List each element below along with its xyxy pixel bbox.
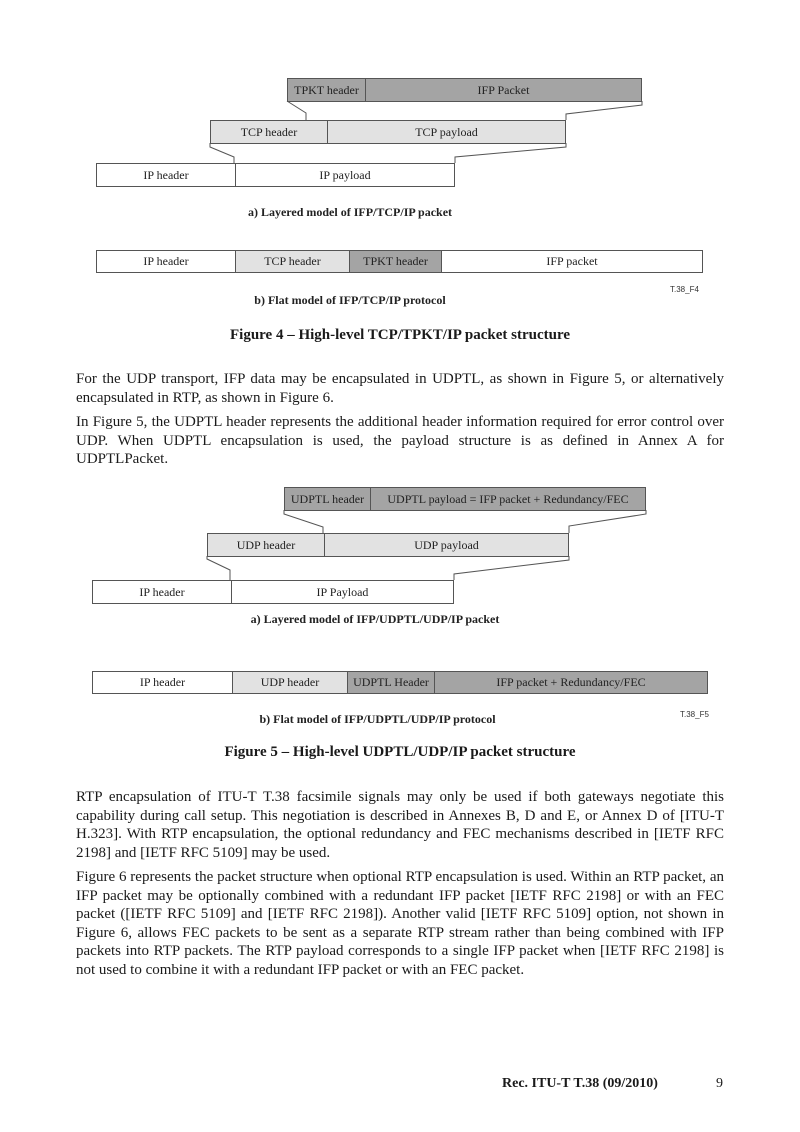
fig4-layered-row-ip: [96, 163, 455, 187]
page-number: 9: [716, 1076, 723, 1091]
fig4-layered-row-tcp: [210, 120, 566, 144]
fig4-layered-caption: a) Layered model of IFP/TCP/IP packet: [247, 205, 453, 219]
paragraph: For the UDP transport, IFP data may be encapsulated in UDPTL, as shown in Figure 5, or alternatively encapsulated in RTP, as shown in Figure 6.: [76, 371, 724, 406]
fig5-layered-caption: a) Layered model of IFP/UDPTL/UDP/IP packet: [250, 612, 500, 626]
body-text-1: [76, 370, 724, 469]
fig5-layered-row-ip: [92, 580, 454, 604]
ip-payload-segment: IP payload: [235, 164, 454, 186]
body-text-2: [76, 788, 724, 979]
tcp-payload-segment: TCP payload: [327, 121, 565, 143]
flat-tcp-header-segment: TCP header: [235, 251, 349, 272]
udp-payload-segment: UDP payload: [324, 534, 568, 556]
paragraph: Figure 6 represents the packet structure when optional RTP encapsulation is used. Within an RTP packet, an IFP packet may be optionally combined with a redundant IFP packet [IETF RFC 2198] or with an FEC packet ([IETF RFC 5109] and [IETF RFC 2198]). Another valid [IETF RFC 5109] option, not shown in Figure 6, allows FEC packets to be sent as a separate RTP stream rather than being combined with IFP packets into RTP packets. The RTP payload corresponds to a single IFP packet when [IETF RFC 2198] is not used to combine it with a redundant IFP packet or with an FEC packet.: [76, 869, 724, 978]
tpkt-header-segment: TPKT header: [288, 79, 365, 101]
paragraph: RTP encapsulation of ITU-T T.38 facsimile signals may only be used if both gateways negotiate this capability during call setup. This negotiation is described in Annexes B, D and E, or Annex D of [ITU-T H.323]. With RTP encapsulation, the optional redundancy and FEC mechanisms described in [IETF RFC 2198] and [IETF RFC 5109] may be used.: [76, 789, 724, 861]
fig5-tag: T.38_F5: [680, 710, 709, 719]
ifp-packet-segment: IFP Packet: [365, 79, 641, 101]
flat-ifp-packet-segment: IFP packet: [441, 251, 702, 272]
fig4-flat-row: [96, 250, 703, 273]
fig5-layered-row-udptl: [284, 487, 646, 511]
fig5-flat-row: [92, 671, 708, 694]
figure4-title: Figure 4 – High-level TCP/TPKT/IP packet structure: [230, 327, 570, 343]
fig5-flat-caption: b) Flat model of IFP/UDPTL/UDP/IP protocol: [259, 712, 496, 726]
footer-recommendation: Rec. ITU-T T.38 (09/2010): [502, 1076, 658, 1091]
flat-udptl-header-segment: UDPTL Header: [347, 672, 434, 693]
flat-tpkt-header-segment: TPKT header: [349, 251, 441, 272]
tcp-header-segment: TCP header: [211, 121, 327, 143]
flat-udp-header-segment: UDP header: [232, 672, 347, 693]
udp-header-segment: UDP header: [208, 534, 324, 556]
ip-header-segment: IP header: [97, 164, 235, 186]
flat-ip-header-segment: IP header: [93, 672, 232, 693]
flat-ip-header-segment: IP header: [97, 251, 235, 272]
ip-header-segment: IP header: [93, 581, 231, 603]
figure5-title: Figure 5 – High-level UDPTL/UDP/IP packet structure: [224, 744, 576, 760]
ip-payload-segment: IP Payload: [231, 581, 453, 603]
fig4-layered-row-tpkt: [287, 78, 642, 102]
fig5-layered-row-udp: [207, 533, 569, 557]
paragraph: In Figure 5, the UDPTL header represents the additional header information required for error control over UDP. When UDPTL encapsulation is used, the payload structure is as defined in Annex A for UDPTLPacket.: [76, 414, 724, 467]
fig4-tag: T.38_F4: [670, 285, 699, 294]
udptl-payload-segment: UDPTL payload = IFP packet + Redundancy/FEC: [370, 488, 645, 510]
fig4-flat-caption: b) Flat model of IFP/TCP/IP protocol: [254, 293, 446, 307]
udptl-header-segment: UDPTL header: [285, 488, 370, 510]
flat-ifp-redundancy-segment: IFP packet + Redundancy/FEC: [434, 672, 707, 693]
